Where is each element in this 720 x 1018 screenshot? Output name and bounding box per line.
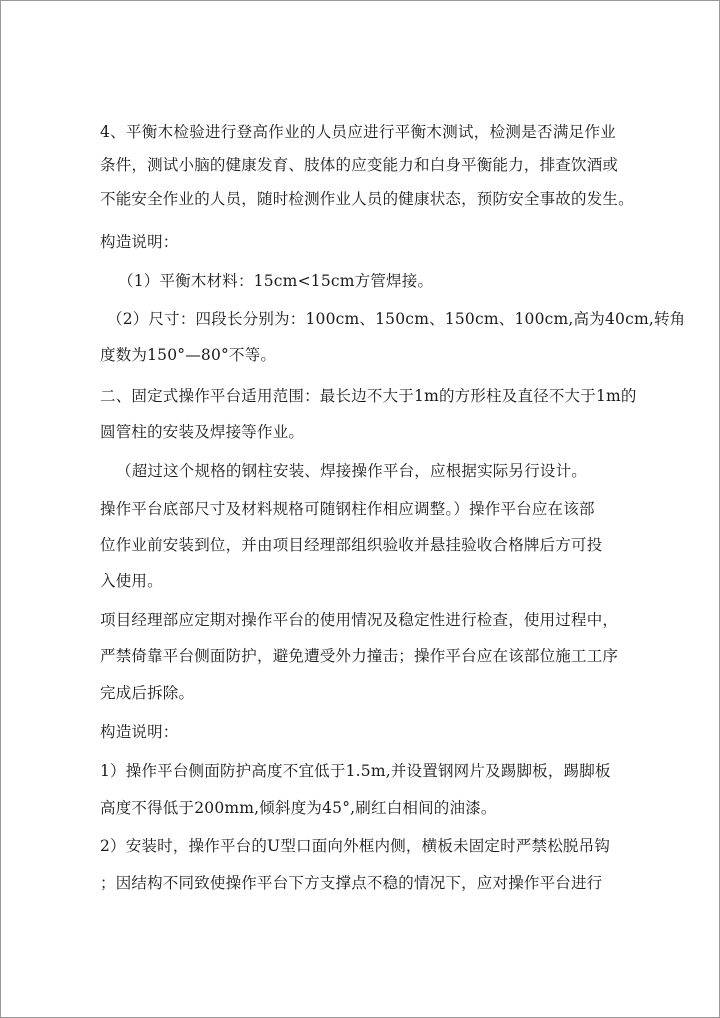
installation-item-line-2: ；因结构不同致使操作平台下方支撑点不稳的情况下，应对操作平台进行 (100, 874, 603, 892)
construction-note-heading-1: 构造说明： (100, 233, 179, 251)
platform-note-line-1: （超过这个规格的钢柱安装、焊接操作平台，应根据实际另行设计。 (116, 462, 588, 480)
protection-item-line-2: 高度不得低于200mm,倾斜度为45°,刷红白相间的油漆。 (100, 799, 497, 817)
platform-note-line-2: 操作平台底部尺寸及材料规格可随钢柱作相应调整。）操作平台应在该部 (100, 500, 595, 518)
installation-item-line-1: 2）安装时，操作平台的U型口面向外框内侧，横板未固定时严禁松脱吊钩 (100, 837, 611, 855)
platform-note-line-4: 入使用。 (100, 572, 163, 590)
paragraph-balance-beam-line-2: 条件，测试小脑的健康发育、肢体的应变能力和白身平衡能力，排查饮酒或 (100, 156, 619, 174)
protection-item-line-1: 1）操作平台侧面防护高度不宜低于1.5m,并设置钢网片及踢脚板，踢脚板 (100, 762, 611, 780)
paragraph-balance-beam-line-3: 不能安全作业的人员，随时检测作业人员的健康状态，预防安全事故的发生。 (100, 190, 634, 208)
beam-size-item-line-2: 度数为150°—80°不等。 (100, 346, 277, 364)
paragraph-balance-beam-line-1: 4、平衡木检验进行登高作业的人员应进行平衡木测试，检测是否满足作业 (100, 123, 616, 141)
inspection-paragraph-line-2: 严禁倚靠平台侧面防护，避免遭受外力撞击；操作平台应在该部位施工工序 (100, 647, 619, 665)
beam-size-item-line-1: （2）尺寸：四段长分别为：100cm、150cm、150cm、100cm,高为40cm,转角 (107, 310, 686, 328)
section-fixed-platform-line-1: 二、固定式操作平台适用范围：最长边不大于1m的方形柱及直径不大于1m的 (100, 387, 637, 405)
beam-material-item: （1）平衡木材料：15cm<15cm方管焊接。 (118, 272, 434, 290)
inspection-paragraph-line-3: 完成后拆除。 (100, 684, 195, 702)
inspection-paragraph-line-1: 项目经理部应定期对操作平台的使用情况及稳定性进行检查，使用过程中， (100, 611, 619, 629)
construction-note-heading-2: 构造说明： (100, 723, 179, 741)
section-fixed-platform-line-2: 圆管柱的安装及焊接等作业。 (100, 423, 305, 441)
platform-note-line-3: 位作业前安装到位，并由项目经理部组织验收并悬挂验收合格牌后方可投 (100, 536, 603, 554)
